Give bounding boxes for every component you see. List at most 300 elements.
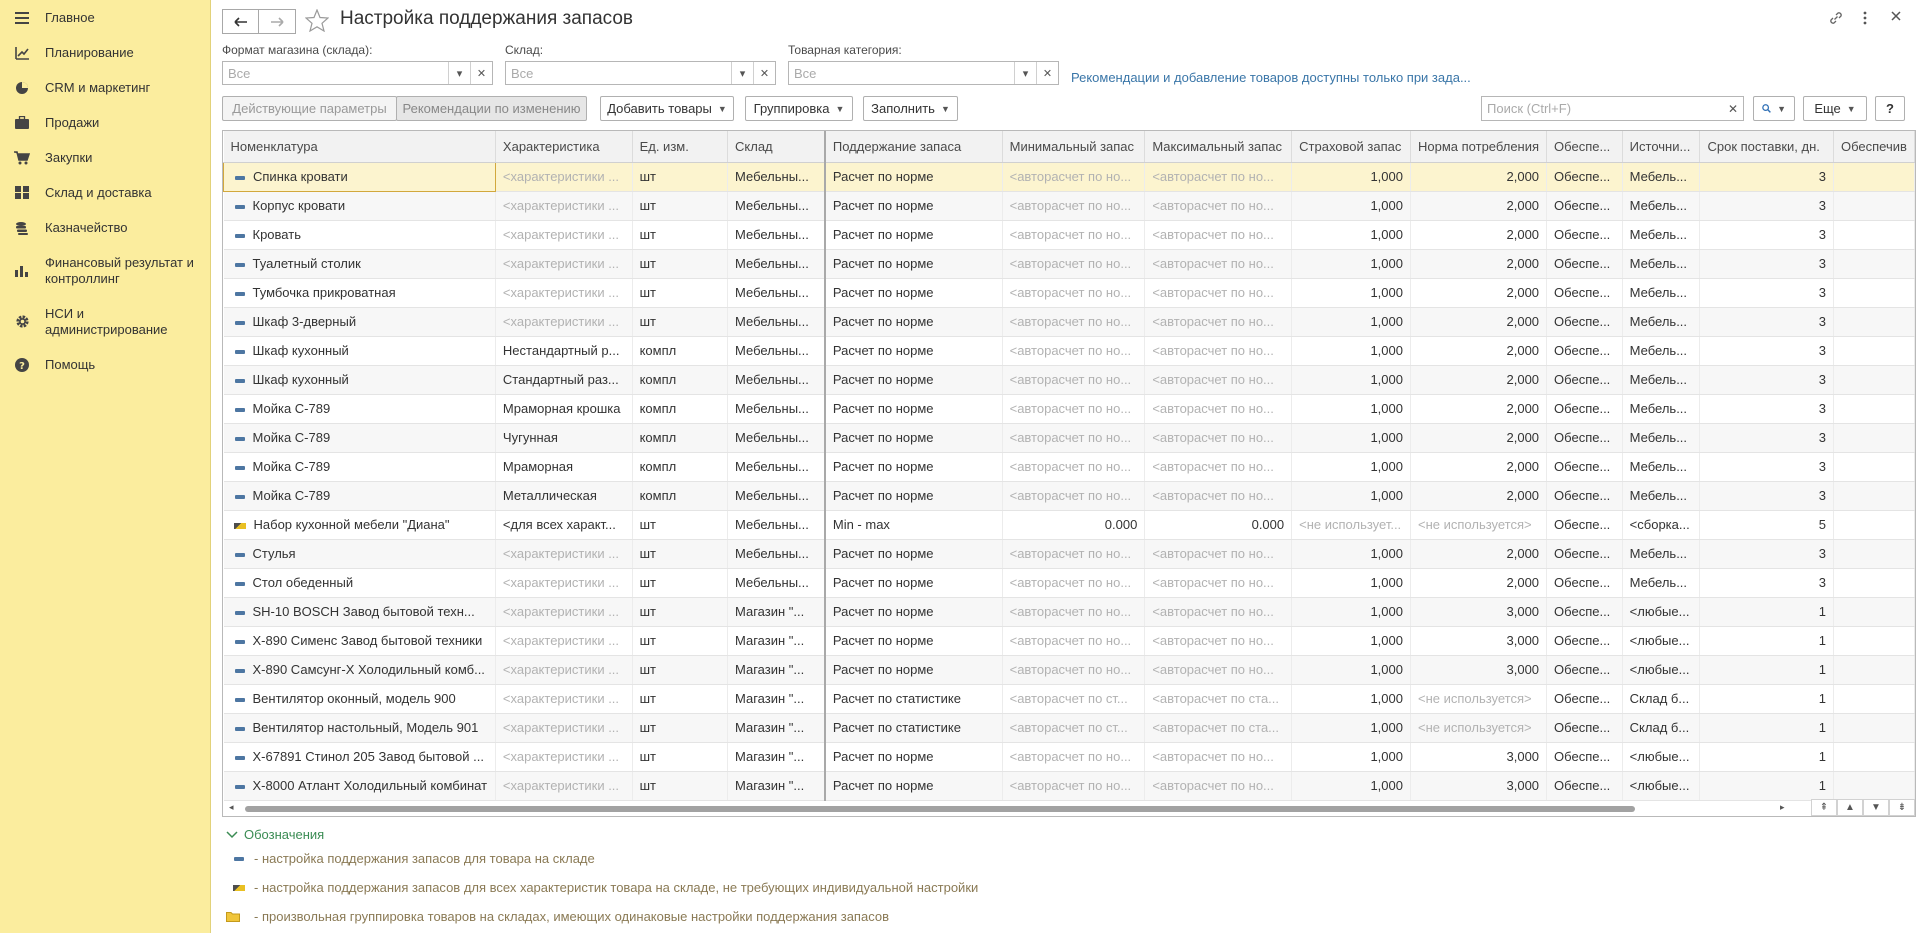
cell-char[interactable]: <характеристики ...: [495, 597, 632, 626]
column-header[interactable]: Обеспе...: [1547, 131, 1623, 162]
cell-char[interactable]: <характеристики ...: [495, 307, 632, 336]
cell-norm[interactable]: <не используется>: [1411, 684, 1547, 713]
cell-safety[interactable]: 1,000: [1292, 365, 1411, 394]
cell-max[interactable]: <авторасчет по но...: [1145, 539, 1292, 568]
cell-lead[interactable]: 1: [1700, 713, 1834, 742]
cell-lead[interactable]: 3: [1700, 220, 1834, 249]
cell-unit[interactable]: шт: [632, 510, 727, 539]
scroll-top-icon[interactable]: ⇞: [1811, 799, 1837, 816]
cell-prov[interactable]: Обеспе...: [1547, 249, 1623, 278]
cell-max[interactable]: <авторасчет по но...: [1145, 336, 1292, 365]
cell-prov[interactable]: Обеспе...: [1547, 278, 1623, 307]
cell-extra[interactable]: [1833, 481, 1914, 510]
fill-button[interactable]: [863, 96, 958, 121]
sidebar-item-gear[interactable]: [0, 296, 210, 347]
cell-lead[interactable]: 1: [1700, 597, 1834, 626]
cell-wh[interactable]: Мебельны...: [728, 307, 825, 336]
cell-max[interactable]: <авторасчет по но...: [1145, 626, 1292, 655]
cell-lead[interactable]: 3: [1700, 539, 1834, 568]
cell-max[interactable]: <авторасчет по но...: [1145, 771, 1292, 800]
cell-wh[interactable]: Магазин "...: [728, 771, 825, 800]
cell-unit[interactable]: шт: [632, 684, 727, 713]
more-vertical-icon[interactable]: [1862, 10, 1868, 29]
cell-extra[interactable]: [1833, 365, 1914, 394]
cell-char[interactable]: <характеристики ...: [495, 626, 632, 655]
table-row[interactable]: [224, 365, 1915, 394]
cell-max[interactable]: <авторасчет по но...: [1145, 220, 1292, 249]
cell-max[interactable]: <авторасчет по но...: [1145, 191, 1292, 220]
cell-norm[interactable]: <не используется>: [1411, 713, 1547, 742]
search-input[interactable]: [1481, 96, 1744, 121]
cell-norm[interactable]: 2,000: [1411, 191, 1547, 220]
cell-norm[interactable]: 2,000: [1411, 423, 1547, 452]
cell-lead[interactable]: 3: [1700, 249, 1834, 278]
cell-char[interactable]: <характеристики ...: [495, 684, 632, 713]
cell-src[interactable]: Мебель...: [1622, 336, 1700, 365]
cell-mode[interactable]: Расчет по норме: [825, 742, 1002, 771]
cell-mode[interactable]: Расчет по норме: [825, 162, 1002, 191]
cell-norm[interactable]: 3,000: [1411, 771, 1547, 800]
cell-wh[interactable]: Магазин "...: [728, 684, 825, 713]
cell-char[interactable]: <характеристики ...: [495, 713, 632, 742]
scroll-down-icon[interactable]: ▼: [1863, 799, 1889, 816]
cell-norm[interactable]: 2,000: [1411, 307, 1547, 336]
cell-mode[interactable]: Расчет по норме: [825, 336, 1002, 365]
cell-safety[interactable]: <не использует...: [1292, 510, 1411, 539]
cell-safety[interactable]: 1,000: [1292, 307, 1411, 336]
cell-char[interactable]: Мраморная: [495, 452, 632, 481]
column-header[interactable]: Страховой запас: [1292, 131, 1411, 162]
cell-min[interactable]: <авторасчет по ст...: [1002, 684, 1145, 713]
legend-toggle[interactable]: [226, 827, 978, 842]
cell-max[interactable]: <авторасчет по но...: [1145, 162, 1292, 191]
cell-min[interactable]: <авторасчет по но...: [1002, 481, 1145, 510]
cell-min[interactable]: <авторасчет по ст...: [1002, 713, 1145, 742]
cell-lead[interactable]: 3: [1700, 191, 1834, 220]
cell-unit[interactable]: шт: [632, 597, 727, 626]
cell-src[interactable]: Склад б...: [1622, 684, 1700, 713]
cell-char[interactable]: Нестандартный р...: [495, 336, 632, 365]
cell-unit[interactable]: компл: [632, 452, 727, 481]
store-format-value[interactable]: Все: [228, 66, 251, 81]
cell-min[interactable]: <авторасчет по но...: [1002, 365, 1145, 394]
cell-char[interactable]: <характеристики ...: [495, 539, 632, 568]
cell-lead[interactable]: 3: [1700, 423, 1834, 452]
cell-char[interactable]: <для всех характ...: [495, 510, 632, 539]
cell-min[interactable]: <авторасчет по но...: [1002, 655, 1145, 684]
cell-src[interactable]: <любые...: [1622, 655, 1700, 684]
cell-lead[interactable]: 3: [1700, 394, 1834, 423]
cell-lead[interactable]: 1: [1700, 771, 1834, 800]
column-header[interactable]: Ед. изм.: [632, 131, 727, 162]
cell-max[interactable]: <авторасчет по ста...: [1145, 713, 1292, 742]
cell-name[interactable]: [224, 510, 496, 539]
table-row[interactable]: [224, 539, 1915, 568]
cell-prov[interactable]: Обеспе...: [1547, 626, 1623, 655]
cell-wh[interactable]: Мебельны...: [728, 539, 825, 568]
cell-wh[interactable]: Мебельны...: [728, 162, 825, 191]
chevron-down-icon[interactable]: ▾: [448, 62, 470, 84]
cell-unit[interactable]: шт: [632, 568, 727, 597]
cell-lead[interactable]: 3: [1700, 307, 1834, 336]
cell-min[interactable]: <авторасчет по но...: [1002, 597, 1145, 626]
cell-wh[interactable]: Мебельны...: [728, 394, 825, 423]
cell-safety[interactable]: 1,000: [1292, 713, 1411, 742]
cell-name[interactable]: [224, 481, 496, 510]
sidebar-item-bar-chart[interactable]: [0, 245, 210, 296]
cell-min[interactable]: <авторасчет по но...: [1002, 771, 1145, 800]
cell-name[interactable]: [224, 336, 496, 365]
table-row[interactable]: [224, 191, 1915, 220]
cell-lead[interactable]: 1: [1700, 684, 1834, 713]
chevron-down-icon[interactable]: ▾: [731, 62, 753, 84]
cell-min[interactable]: <авторасчет по но...: [1002, 626, 1145, 655]
cell-lead[interactable]: 3: [1700, 452, 1834, 481]
cell-lead[interactable]: 3: [1700, 481, 1834, 510]
cell-name[interactable]: [224, 713, 496, 742]
cell-prov[interactable]: Обеспе...: [1547, 510, 1623, 539]
cell-safety[interactable]: 1,000: [1292, 568, 1411, 597]
cell-char[interactable]: Чугунная: [495, 423, 632, 452]
cell-safety[interactable]: 1,000: [1292, 452, 1411, 481]
cell-char[interactable]: <характеристики ...: [495, 568, 632, 597]
cell-mode[interactable]: Расчет по норме: [825, 394, 1002, 423]
cell-extra[interactable]: [1833, 307, 1914, 336]
cell-mode[interactable]: Расчет по норме: [825, 220, 1002, 249]
cell-lead[interactable]: 1: [1700, 742, 1834, 771]
cell-unit[interactable]: компл: [632, 336, 727, 365]
cell-name[interactable]: [224, 626, 496, 655]
cell-min[interactable]: <авторасчет по но...: [1002, 220, 1145, 249]
cell-lead[interactable]: 3: [1700, 336, 1834, 365]
column-header[interactable]: Срок поставки, дн.: [1700, 131, 1834, 162]
cell-unit[interactable]: шт: [632, 307, 727, 336]
cell-src[interactable]: <любые...: [1622, 597, 1700, 626]
cell-min[interactable]: <авторасчет по но...: [1002, 162, 1145, 191]
cell-min[interactable]: 0.000: [1002, 510, 1145, 539]
cell-mode[interactable]: Расчет по статистике: [825, 684, 1002, 713]
cell-prov[interactable]: Обеспе...: [1547, 365, 1623, 394]
cell-extra[interactable]: [1833, 191, 1914, 220]
cell-min[interactable]: <авторасчет по но...: [1002, 539, 1145, 568]
chevron-down-icon[interactable]: ▾: [1014, 62, 1036, 84]
cell-lead[interactable]: 1: [1700, 655, 1834, 684]
cell-unit[interactable]: шт: [632, 278, 727, 307]
cell-mode[interactable]: Расчет по норме: [825, 626, 1002, 655]
cell-min[interactable]: <авторасчет по но...: [1002, 307, 1145, 336]
clear-icon[interactable]: ✕: [1036, 62, 1058, 84]
cell-name[interactable]: [224, 742, 496, 771]
cell-max[interactable]: <авторасчет по ста...: [1145, 684, 1292, 713]
table-row[interactable]: [224, 336, 1915, 365]
cell-src[interactable]: <любые...: [1622, 742, 1700, 771]
cell-max[interactable]: <авторасчет по но...: [1145, 568, 1292, 597]
cell-safety[interactable]: 1,000: [1292, 742, 1411, 771]
table-row[interactable]: [224, 249, 1915, 278]
cell-mode[interactable]: Расчет по норме: [825, 481, 1002, 510]
cell-prov[interactable]: Обеспе...: [1547, 655, 1623, 684]
cell-lead[interactable]: 5: [1700, 510, 1834, 539]
column-header[interactable]: Норма потребления: [1411, 131, 1547, 162]
cell-char[interactable]: <характеристики ...: [495, 220, 632, 249]
cell-max[interactable]: <авторасчет по но...: [1145, 394, 1292, 423]
table-row[interactable]: [224, 713, 1915, 742]
cell-unit[interactable]: шт: [632, 626, 727, 655]
scrollbar-thumb[interactable]: [245, 806, 1635, 812]
cell-name[interactable]: [224, 684, 496, 713]
cell-prov[interactable]: Обеспе...: [1547, 481, 1623, 510]
column-header[interactable]: Минимальный запас: [1002, 131, 1145, 162]
cell-char[interactable]: Металлическая: [495, 481, 632, 510]
cell-wh[interactable]: Мебельны...: [728, 191, 825, 220]
cell-mode[interactable]: Расчет по норме: [825, 307, 1002, 336]
cell-lead[interactable]: 3: [1700, 162, 1834, 191]
table-row[interactable]: [224, 655, 1915, 684]
help-button[interactable]: ?: [1875, 96, 1905, 121]
cell-extra[interactable]: [1833, 452, 1914, 481]
cell-extra[interactable]: [1833, 162, 1914, 191]
cell-wh[interactable]: Мебельны...: [728, 278, 825, 307]
cell-name[interactable]: [224, 771, 496, 800]
table-row[interactable]: [224, 278, 1915, 307]
cell-safety[interactable]: 1,000: [1292, 423, 1411, 452]
cell-prov[interactable]: Обеспе...: [1547, 307, 1623, 336]
more-button[interactable]: [1803, 96, 1867, 121]
cell-lead[interactable]: 3: [1700, 278, 1834, 307]
table-row[interactable]: [224, 162, 1915, 191]
cell-extra[interactable]: [1833, 597, 1914, 626]
cell-extra[interactable]: [1833, 278, 1914, 307]
table-row[interactable]: [224, 510, 1915, 539]
cell-prov[interactable]: Обеспе...: [1547, 771, 1623, 800]
cell-src[interactable]: <любые...: [1622, 771, 1700, 800]
cell-norm[interactable]: 2,000: [1411, 162, 1547, 191]
table-row[interactable]: [224, 684, 1915, 713]
back-button[interactable]: [222, 9, 259, 34]
cell-lead[interactable]: 1: [1700, 626, 1834, 655]
scroll-bottom-icon[interactable]: ⇟: [1889, 799, 1915, 816]
link-icon[interactable]: [1828, 10, 1844, 29]
warehouse-field[interactable]: [505, 61, 776, 85]
forward-button[interactable]: [259, 9, 296, 34]
cell-wh[interactable]: Магазин "...: [728, 597, 825, 626]
column-header[interactable]: Максимальный запас: [1145, 131, 1292, 162]
horizontal-scrollbar[interactable]: [223, 802, 1915, 816]
sidebar-item-cart[interactable]: [0, 140, 210, 175]
cell-wh[interactable]: Мебельны...: [728, 452, 825, 481]
sidebar-item-menu[interactable]: [0, 0, 210, 35]
cell-src[interactable]: Мебель...: [1622, 162, 1700, 191]
cell-max[interactable]: <авторасчет по но...: [1145, 423, 1292, 452]
cell-safety[interactable]: 1,000: [1292, 278, 1411, 307]
cell-src[interactable]: Мебель...: [1622, 191, 1700, 220]
table-row[interactable]: [224, 220, 1915, 249]
cell-prov[interactable]: Обеспе...: [1547, 423, 1623, 452]
cell-mode[interactable]: Расчет по норме: [825, 278, 1002, 307]
column-header[interactable]: Характеристика: [495, 131, 632, 162]
cell-norm[interactable]: 3,000: [1411, 742, 1547, 771]
cell-src[interactable]: <сборка...: [1622, 510, 1700, 539]
cell-src[interactable]: Мебель...: [1622, 278, 1700, 307]
cell-prov[interactable]: Обеспе...: [1547, 452, 1623, 481]
close-icon[interactable]: [1890, 10, 1902, 25]
favorite-star-icon[interactable]: [305, 9, 329, 35]
cell-unit[interactable]: шт: [632, 742, 727, 771]
cell-min[interactable]: <авторасчет по но...: [1002, 191, 1145, 220]
cell-mode[interactable]: Расчет по норме: [825, 771, 1002, 800]
cell-char[interactable]: <характеристики ...: [495, 162, 632, 191]
cell-min[interactable]: <авторасчет по но...: [1002, 336, 1145, 365]
cell-prov[interactable]: Обеспе...: [1547, 336, 1623, 365]
cell-unit[interactable]: шт: [632, 191, 727, 220]
cell-max[interactable]: <авторасчет по но...: [1145, 249, 1292, 278]
cell-norm[interactable]: 2,000: [1411, 481, 1547, 510]
cell-extra[interactable]: [1833, 394, 1914, 423]
cell-unit[interactable]: компл: [632, 394, 727, 423]
column-header[interactable]: Номенклатура: [224, 131, 496, 162]
cell-src[interactable]: Склад б...: [1622, 713, 1700, 742]
cell-wh[interactable]: Мебельны...: [728, 568, 825, 597]
cell-name[interactable]: [224, 452, 496, 481]
table-row[interactable]: [224, 423, 1915, 452]
cell-min[interactable]: <авторасчет по но...: [1002, 452, 1145, 481]
cell-name[interactable]: [224, 423, 496, 452]
cell-norm[interactable]: 2,000: [1411, 220, 1547, 249]
cell-extra[interactable]: [1833, 568, 1914, 597]
cell-src[interactable]: Мебель...: [1622, 220, 1700, 249]
recommendations-info-link[interactable]: Рекомендации и добавление товаров доступны только при зада...: [1071, 70, 1471, 85]
cell-name[interactable]: [224, 220, 496, 249]
cell-extra[interactable]: [1833, 713, 1914, 742]
cell-char[interactable]: <характеристики ...: [495, 191, 632, 220]
table-row[interactable]: [224, 394, 1915, 423]
cell-min[interactable]: <авторасчет по но...: [1002, 394, 1145, 423]
cell-prov[interactable]: Обеспе...: [1547, 742, 1623, 771]
category-field[interactable]: [788, 61, 1059, 85]
cell-norm[interactable]: 2,000: [1411, 568, 1547, 597]
cell-extra[interactable]: [1833, 336, 1914, 365]
cell-wh[interactable]: Мебельны...: [728, 249, 825, 278]
sidebar-item-pie-chart[interactable]: [0, 70, 210, 105]
grouping-button[interactable]: [745, 96, 853, 121]
cell-lead[interactable]: 3: [1700, 365, 1834, 394]
cell-unit[interactable]: шт: [632, 713, 727, 742]
cell-name[interactable]: [224, 191, 496, 220]
current-params-button[interactable]: Действующие параметры: [222, 96, 397, 121]
cell-char[interactable]: <характеристики ...: [495, 742, 632, 771]
cell-safety[interactable]: 1,000: [1292, 249, 1411, 278]
cell-prov[interactable]: Обеспе...: [1547, 539, 1623, 568]
cell-norm[interactable]: 2,000: [1411, 394, 1547, 423]
cell-min[interactable]: <авторасчет по но...: [1002, 568, 1145, 597]
cell-norm[interactable]: 3,000: [1411, 597, 1547, 626]
cell-mode[interactable]: Расчет по норме: [825, 568, 1002, 597]
sidebar-item-planning[interactable]: [0, 35, 210, 70]
cell-char[interactable]: <характеристики ...: [495, 655, 632, 684]
cell-safety[interactable]: 1,000: [1292, 191, 1411, 220]
column-header[interactable]: Источни...: [1622, 131, 1700, 162]
cell-extra[interactable]: [1833, 220, 1914, 249]
cell-src[interactable]: Мебель...: [1622, 307, 1700, 336]
table-row[interactable]: [224, 771, 1915, 800]
cell-wh[interactable]: Мебельны...: [728, 336, 825, 365]
cell-src[interactable]: Мебель...: [1622, 249, 1700, 278]
cell-unit[interactable]: шт: [632, 162, 727, 191]
cell-min[interactable]: <авторасчет по но...: [1002, 423, 1145, 452]
cell-norm[interactable]: 3,000: [1411, 626, 1547, 655]
table-row[interactable]: [224, 481, 1915, 510]
cell-safety[interactable]: 1,000: [1292, 684, 1411, 713]
cell-mode[interactable]: Расчет по норме: [825, 191, 1002, 220]
table-row[interactable]: [224, 597, 1915, 626]
cell-extra[interactable]: [1833, 510, 1914, 539]
cell-mode[interactable]: Расчет по норме: [825, 539, 1002, 568]
cell-extra[interactable]: [1833, 249, 1914, 278]
cell-unit[interactable]: компл: [632, 365, 727, 394]
cell-char[interactable]: <характеристики ...: [495, 278, 632, 307]
cell-norm[interactable]: 3,000: [1411, 655, 1547, 684]
cell-safety[interactable]: 1,000: [1292, 771, 1411, 800]
cell-unit[interactable]: шт: [632, 249, 727, 278]
scroll-left-icon[interactable]: ◂: [229, 802, 234, 812]
cell-prov[interactable]: Обеспе...: [1547, 162, 1623, 191]
scroll-up-icon[interactable]: ▲: [1837, 799, 1863, 816]
cell-safety[interactable]: 1,000: [1292, 626, 1411, 655]
cell-max[interactable]: <авторасчет по но...: [1145, 452, 1292, 481]
cell-prov[interactable]: Обеспе...: [1547, 220, 1623, 249]
cell-extra[interactable]: [1833, 742, 1914, 771]
cell-max[interactable]: 0.000: [1145, 510, 1292, 539]
cell-safety[interactable]: 1,000: [1292, 597, 1411, 626]
cell-prov[interactable]: Обеспе...: [1547, 684, 1623, 713]
column-header[interactable]: Обеспечив: [1833, 131, 1914, 162]
cell-name[interactable]: [224, 597, 496, 626]
cell-mode[interactable]: Расчет по норме: [825, 655, 1002, 684]
sidebar-item-help[interactable]: [0, 347, 210, 382]
cell-max[interactable]: <авторасчет по но...: [1145, 365, 1292, 394]
cell-name[interactable]: [224, 655, 496, 684]
clear-icon[interactable]: ✕: [753, 62, 775, 84]
column-header[interactable]: Склад: [728, 131, 825, 162]
cell-char[interactable]: <характеристики ...: [495, 249, 632, 278]
cell-max[interactable]: <авторасчет по но...: [1145, 307, 1292, 336]
store-format-field[interactable]: [222, 61, 493, 85]
cell-char[interactable]: <характеристики ...: [495, 771, 632, 800]
recommendations-button[interactable]: Рекомендации по изменению: [396, 96, 587, 121]
cell-prov[interactable]: Обеспе...: [1547, 597, 1623, 626]
cell-safety[interactable]: 1,000: [1292, 655, 1411, 684]
warehouse-value[interactable]: Все: [511, 66, 534, 81]
table-row[interactable]: [224, 626, 1915, 655]
cell-extra[interactable]: [1833, 626, 1914, 655]
cell-extra[interactable]: [1833, 655, 1914, 684]
cell-name[interactable]: [224, 539, 496, 568]
cell-wh[interactable]: Мебельны...: [728, 423, 825, 452]
cell-safety[interactable]: 1,000: [1292, 336, 1411, 365]
cell-name[interactable]: [224, 394, 496, 423]
search-button[interactable]: [1753, 96, 1795, 121]
cell-name[interactable]: [224, 307, 496, 336]
cell-mode[interactable]: Расчет по норме: [825, 249, 1002, 278]
cell-name[interactable]: [224, 278, 496, 307]
cell-name[interactable]: [224, 568, 496, 597]
cell-lead[interactable]: 3: [1700, 568, 1834, 597]
cell-extra[interactable]: [1833, 539, 1914, 568]
cell-src[interactable]: Мебель...: [1622, 568, 1700, 597]
cell-src[interactable]: Мебель...: [1622, 394, 1700, 423]
cell-mode[interactable]: Расчет по статистике: [825, 713, 1002, 742]
clear-icon[interactable]: ✕: [470, 62, 492, 84]
